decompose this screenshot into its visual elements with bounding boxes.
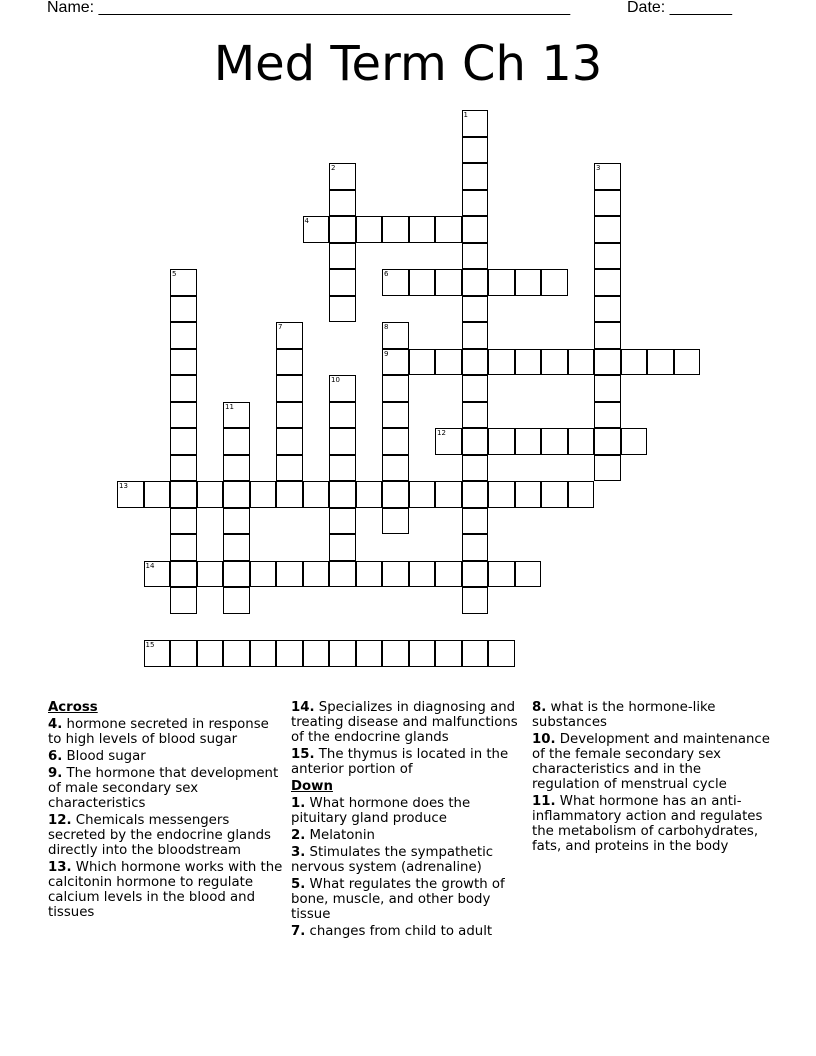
grid-cell[interactable] [382,508,409,535]
clue-down-3: 3. Stimulates the sympathetic nervous system (adrenaline) [291,845,494,875]
grid-cell[interactable] [356,481,383,508]
grid-cell[interactable] [170,534,197,561]
clue-across-4: 4. hormone secreted in response to high levels of blood sugar [48,717,269,747]
clue-number: 3 [596,164,601,172]
clue-across-12: 12. Chemicals messengers secreted by the endocrine glands directly into the bloodstream [48,813,271,858]
grid-cell[interactable] [515,428,542,455]
grid-cell[interactable] [594,402,621,429]
grid-cell[interactable] [276,322,303,349]
grid-cell[interactable] [462,137,489,164]
grid-cell[interactable] [303,481,330,508]
grid-cell[interactable] [197,481,224,508]
grid-cell[interactable] [409,561,436,588]
grid-cell[interactable] [223,428,250,455]
grid-cell[interactable] [382,481,409,508]
grid-cell[interactable] [223,508,250,535]
grid-cell[interactable] [409,481,436,508]
grid-cell[interactable] [409,216,436,243]
grid-cell[interactable] [409,640,436,667]
grid-cell[interactable] [144,481,171,508]
grid-cell[interactable] [223,534,250,561]
grid-cell[interactable] [303,561,330,588]
grid-cell[interactable] [462,216,489,243]
grid-cell[interactable] [462,455,489,482]
grid-cell[interactable] [594,163,621,190]
grid-cell[interactable] [329,534,356,561]
down-heading: Down [291,779,333,794]
clue-down-7: 7. changes from child to adult [291,924,493,939]
grid-cell[interactable] [594,296,621,323]
grid-cell[interactable] [223,587,250,614]
grid-cell[interactable] [435,216,462,243]
clue-down-8: 8. what is the hormone-like substances [532,700,716,730]
clue-number: 9 [384,349,389,358]
grid-cell[interactable] [329,243,356,270]
grid-cell[interactable] [435,481,462,508]
grid-cell[interactable] [541,269,568,296]
grid-cell[interactable] [170,640,197,667]
grid-cell[interactable] [594,349,621,376]
clue-number: 12 [437,429,446,437]
clue-down-5: 5. What regulates the growth of bone, muscle, and other body tissue [291,877,505,922]
grid-cell[interactable] [329,561,356,588]
grid-cell[interactable] [409,349,436,376]
grid-cell[interactable] [488,269,515,296]
grid-cell[interactable] [594,375,621,402]
clue-down-11: 11. What hormone has an anti-inflammatory action and regulates the metabolism of carbohydrates, fats, and proteins in the body [532,794,763,854]
grid-cell[interactable] [462,296,489,323]
grid-cell[interactable] [594,216,621,243]
grid-cell[interactable] [594,428,621,455]
grid-cell[interactable] [356,640,383,667]
grid-cell[interactable] [462,640,489,667]
grid-cell[interactable] [223,561,250,588]
grid-cell[interactable] [435,349,462,376]
clue-across-9: 9. The hormone that development of male secondary sex characteristics [48,766,279,811]
grid-cell[interactable] [329,190,356,217]
grid-cell[interactable] [356,561,383,588]
name-field-label: Name: _____________________________________________________ [47,0,571,16]
grid-cell[interactable] [462,534,489,561]
clue-across-6: 6. Blood sugar [48,749,146,764]
clue-down-10: 10. Development and maintenance of the female secondary sex characteristics and in the regulation of menstrual cycle [532,732,770,792]
grid-cell[interactable] [594,455,621,482]
across-heading: Across [48,700,98,715]
grid-cell[interactable] [329,508,356,535]
date-field-label: Date: _______ [627,0,732,16]
grid-cell[interactable] [462,349,489,376]
grid-cell[interactable] [329,375,356,402]
grid-cell[interactable] [462,508,489,535]
grid-cell[interactable] [329,455,356,482]
grid-cell[interactable] [568,481,595,508]
grid-cell[interactable] [435,428,462,455]
clue-number: 1 [463,111,468,119]
clues-column-3 [532,700,770,856]
clue-number: 6 [384,270,389,278]
grid-cell[interactable] [621,428,648,455]
grid-cell[interactable] [276,349,303,376]
grid-cell[interactable] [515,561,542,588]
clue-number: 8 [384,323,389,331]
grid-cell[interactable] [276,561,303,588]
grid-cell[interactable] [144,561,171,588]
grid-cell[interactable] [197,640,224,667]
grid-cell[interactable] [541,428,568,455]
grid-cell[interactable] [594,190,621,217]
grid-cell[interactable] [144,640,171,667]
grid-cell[interactable] [170,402,197,429]
grid-cell[interactable] [170,587,197,614]
clue-number: 11 [225,402,234,411]
grid-cell[interactable] [170,428,197,455]
grid-cell[interactable] [462,375,489,402]
grid-cell[interactable] [329,269,356,296]
grid-cell[interactable] [276,428,303,455]
grid-cell[interactable] [170,481,197,508]
grid-cell[interactable] [170,269,197,296]
grid-cell[interactable] [382,455,409,482]
clue-number: 13 [119,482,128,490]
grid-cell[interactable] [170,455,197,482]
grid-cell[interactable] [170,296,197,323]
grid-cell[interactable] [409,269,436,296]
grid-cell[interactable] [594,322,621,349]
grid-cell[interactable] [568,428,595,455]
grid-cell[interactable] [621,349,648,376]
clue-number: 5 [172,270,177,278]
grid-cell[interactable] [170,561,197,588]
grid-cell[interactable] [488,349,515,376]
clue-down-2: 2. Melatonin [291,828,375,843]
grid-cell[interactable] [329,402,356,429]
clues-column-1 [48,700,284,922]
grid-cell[interactable] [329,481,356,508]
grid-cell[interactable] [276,455,303,482]
grid-cell[interactable] [382,561,409,588]
clue-across-13: 13. Which hormone works with the calcitonin hormone to regulate calcium levels in the blood and tissues [48,860,283,920]
grid-cell[interactable] [170,349,197,376]
grid-cell[interactable] [303,216,330,243]
grid-cell[interactable] [462,561,489,588]
grid-cell[interactable] [170,508,197,535]
grid-cell[interactable] [594,243,621,270]
grid-cell[interactable] [488,561,515,588]
grid-cell[interactable] [250,561,277,588]
clue-number: 7 [278,323,283,331]
grid-cell[interactable] [488,428,515,455]
grid-cell[interactable] [170,375,197,402]
grid-cell[interactable] [276,375,303,402]
grid-cell[interactable] [462,481,489,508]
grid-cell[interactable] [329,296,356,323]
grid-cell[interactable] [568,349,595,376]
grid-cell[interactable] [329,216,356,243]
clues-column-2 [291,700,525,941]
grid-cell[interactable] [435,640,462,667]
grid-cell[interactable] [462,110,489,137]
grid-cell[interactable] [223,402,250,429]
clue-number: 4 [304,217,309,225]
grid-cell[interactable] [462,243,489,270]
grid-cell[interactable] [488,481,515,508]
clue-down-1: 1. What hormone does the pituitary gland produce [291,796,471,826]
grid-cell[interactable] [223,640,250,667]
grid-cell[interactable] [382,640,409,667]
clue-across-14: 14. Specializes in diagnosing and treating disease and malfunctions of the endocrine glands [291,700,518,745]
grid-cell[interactable] [382,428,409,455]
grid-cell[interactable] [647,349,674,376]
grid-cell[interactable] [515,349,542,376]
page-title: Med Term Ch 13 [213,36,603,92]
grid-cell[interactable] [462,402,489,429]
grid-cell[interactable] [382,375,409,402]
grid-cell[interactable] [303,640,330,667]
grid-cell[interactable] [276,640,303,667]
grid-cell[interactable] [435,561,462,588]
grid-cell[interactable] [223,455,250,482]
grid-cell[interactable] [462,428,489,455]
grid-cell[interactable] [329,428,356,455]
grid-cell[interactable] [515,481,542,508]
clue-number: 15 [145,641,155,649]
clue-number: 2 [331,164,336,172]
grid-cell[interactable] [276,402,303,429]
clue-number: 10 [331,376,340,384]
grid-cell[interactable] [462,163,489,190]
grid-cell[interactable] [250,481,277,508]
grid-cell[interactable] [541,481,568,508]
clue-number: 14 [145,561,155,570]
grid-cell[interactable] [515,269,542,296]
grid-cell[interactable] [276,481,303,508]
grid-cell[interactable] [117,481,144,508]
grid-cell[interactable] [329,163,356,190]
grid-cell[interactable] [382,216,409,243]
grid-cell[interactable] [674,349,701,376]
grid-cell[interactable] [170,322,197,349]
grid-cell[interactable] [541,349,568,376]
clue-across-15: 15. The thymus is located in the anterior portion of [291,747,509,777]
grid-cell[interactable] [382,269,409,296]
grid-cell[interactable] [250,640,277,667]
grid-cell[interactable] [462,322,489,349]
grid-cell[interactable] [382,402,409,429]
grid-cell[interactable] [356,216,383,243]
grid-cell[interactable] [488,640,515,667]
grid-cell[interactable] [462,587,489,614]
grid-cell[interactable] [462,269,489,296]
grid-cell[interactable] [382,322,409,349]
grid-cell[interactable] [594,269,621,296]
grid-cell[interactable] [197,561,224,588]
grid-cell[interactable] [329,640,356,667]
grid-cell[interactable] [462,190,489,217]
grid-cell[interactable] [435,269,462,296]
grid-cell[interactable] [382,349,409,376]
grid-cell[interactable] [223,481,250,508]
